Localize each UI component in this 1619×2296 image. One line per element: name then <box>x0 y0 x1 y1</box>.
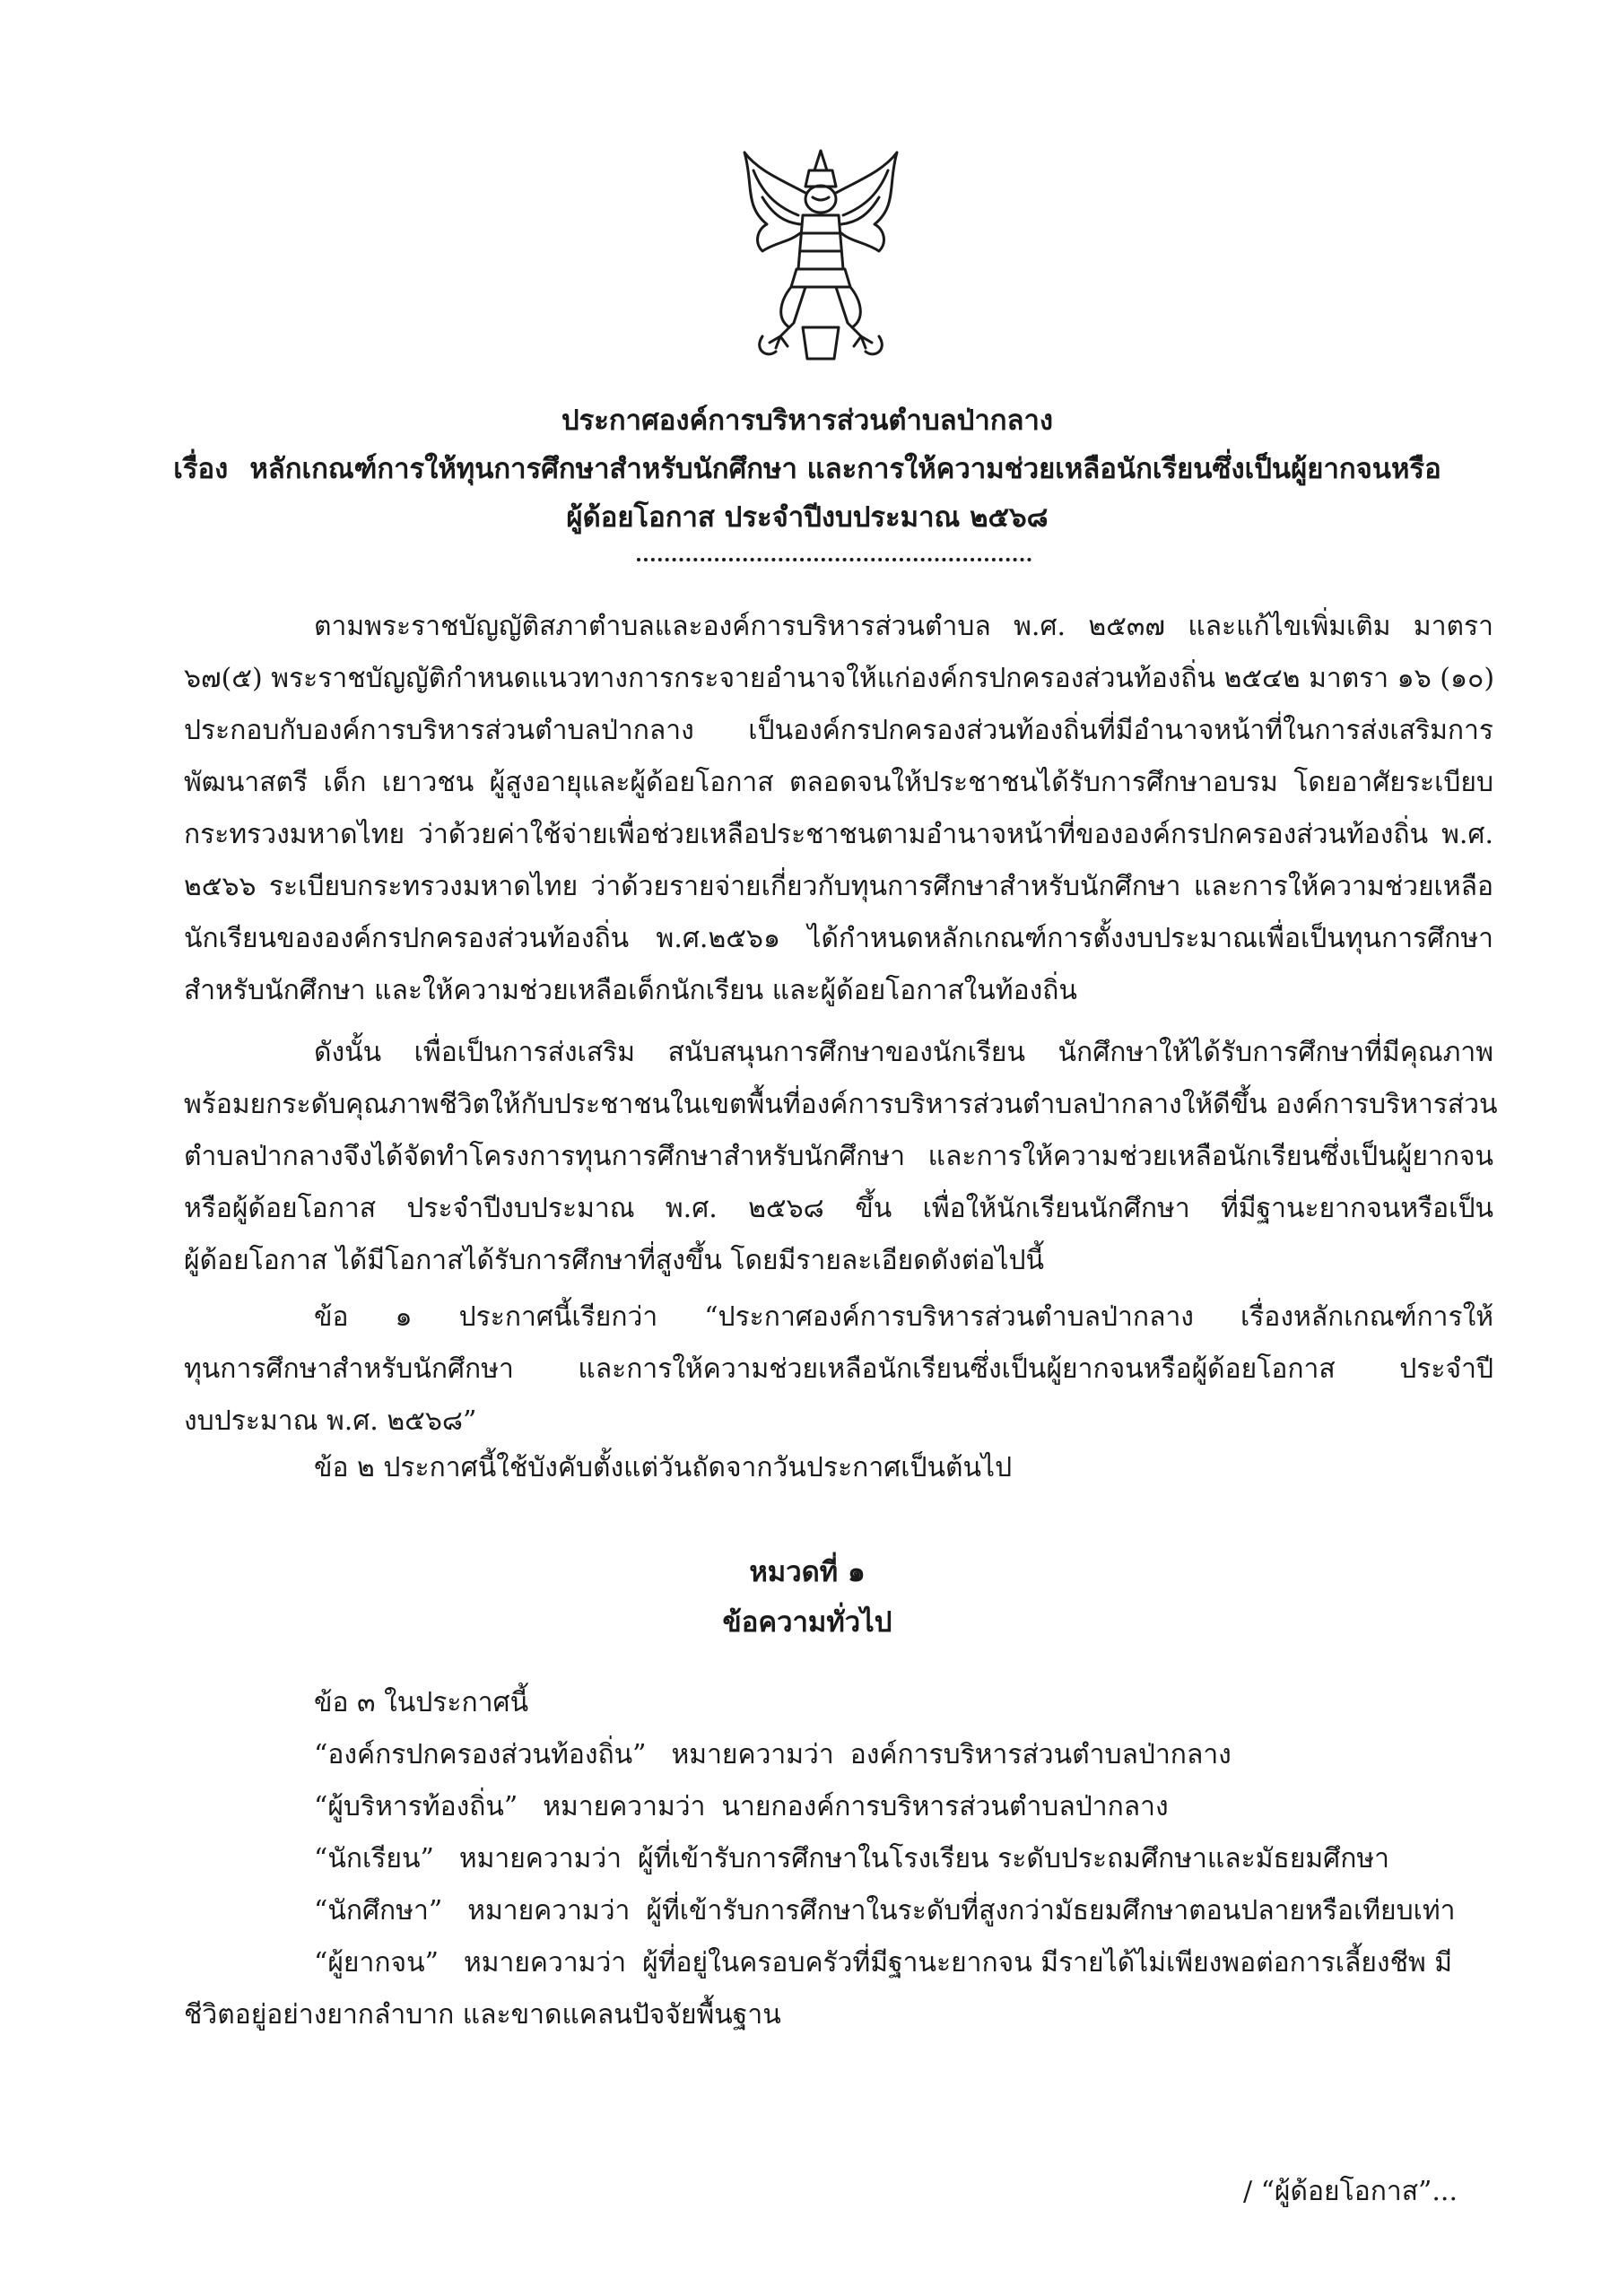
paragraph-line: ๖๗(๕) พระราชบัญญัติกำหนดแนวทางการกระจายอำนาจให้แก่องค์กรปกครองส่วนท้องถิ่น ๒๕๔๒ มาตรา ๑๖ (๑๐) <box>184 663 1495 694</box>
section-heading <box>135 1547 1480 1648</box>
definition-item <box>314 1729 1232 1781</box>
definition-means: หมายความว่า <box>458 1843 622 1874</box>
definition-term: “ผู้ยากจน” <box>314 1947 439 1979</box>
preamble-paragraph <box>184 601 1493 1017</box>
definition-item <box>314 1781 1169 1833</box>
definition-means: หมายความว่า <box>671 1739 834 1770</box>
paragraph-line: นักเรียนขององค์กรปกครองส่วนท้องถิ่น พ.ศ.๒๕๖๑ ได้กำหนดหลักเกณฑ์การตั้งงบประมาณเพื่อเป็นทุนการศึกษา <box>184 923 1493 954</box>
dotted-separator <box>637 558 1031 569</box>
paragraph-line: ดังนั้น เพื่อเป็นการส่งเสริม สนับสนุนการศึกษาของนักเรียน นักศึกษาให้ได้รับการศึกษาที่มีคุณภาพ <box>314 1037 1493 1068</box>
definition-item <box>314 1833 1389 1885</box>
paragraph-line: พร้อมยกระดับคุณภาพชีวิตให้กับประชาชนในเขตพื้นที่องค์การบริหารส่วนตำบลป่ากลางให้ดีขึ้น องค์การบริหารส่วน <box>184 1089 1498 1120</box>
clause-2 <box>184 1442 1493 1494</box>
page-continuation-marker: / “ผู้ด้อยโอกาส”... <box>1242 2176 1458 2207</box>
clause-3-intro: ข้อ ๓ ในประกาศนี้ <box>314 1687 529 1718</box>
announcement-title: ประกาศองค์การบริหารส่วนตำบลป่ากลาง <box>561 404 1054 437</box>
paragraph-line: ข้อ ๑ ประกาศนี้เรียกว่า “ประกาศองค์การบริหารส่วนตำบลป่ากลาง เรื่องหลักเกณฑ์การให้ <box>314 1301 1493 1333</box>
section-title: หมวดที่ ๑ <box>749 1556 866 1588</box>
paragraph-line: กระทรวงมหาดไทย ว่าด้วยค่าใช้จ่ายเพื่อช่วยเหลือประชาชนตามอำนาจหน้าที่ขององค์กรปกครองส่วนท้องถิ่น พ.ศ. <box>184 819 1493 850</box>
definition-term: “นักเรียน” <box>314 1843 434 1874</box>
subject-line <box>135 445 1480 493</box>
definition-meaning: นายกองค์การบริหารส่วนตำบลป่ากลาง <box>721 1791 1169 1822</box>
definition-meaning: ผู้ที่เข้ารับการศึกษาในระดับที่สูงกว่ามัธยมศึกษาตอนปลายหรือเทียบเท่า <box>646 1895 1456 1926</box>
paragraph-line: ๒๕๖๖ ระเบียบกระทรวงมหาดไทย ว่าด้วยรายจ่ายเกี่ยวกับทุนการศึกษาสำหรับนักศึกษา และการให้ความช่วยเหลือ <box>184 871 1493 902</box>
paragraph-line: พัฒนาสตรี เด็ก เยาวชน ผู้สูงอายุและผู้ด้อยโอกาส ตลอดจนให้ประชาชนได้รับการศึกษาอบรม โดยอาศัยระเบียบ <box>184 767 1493 798</box>
paragraph-line: ตำบลป่ากลางจึงได้จัดทำโครงการทุนการศึกษาสำหรับนักศึกษา และการให้ความช่วยเหลือนักเรียนซึ่งเป็นผู้ยากจน <box>184 1141 1493 1172</box>
definition-continuation: ชีวิตอยู่อย่างยากลำบาก และขาดแคลนปัจจัยพื้นฐาน <box>184 1999 781 2031</box>
definition-meaning: ผู้ที่เข้ารับการศึกษาในโรงเรียน ระดับประถมศึกษาและมัธยมศึกษา <box>638 1843 1389 1874</box>
definition-meaning: ผู้ที่อยู่ในครอบครัวที่มีฐานะยากจน มีรายได้ไม่เพียงพอต่อการเลี้ยงชีพ มี <box>642 1947 1453 1979</box>
definition-meaning: องค์การบริหารส่วนตำบลป่ากลาง <box>849 1739 1232 1770</box>
paragraph-line: ข้อ ๒ ประกาศนี้ใช้บังคับตั้งแต่วันถัดจากวันประกาศเป็นต้นไป <box>314 1452 1013 1483</box>
paragraph-line: งบประมาณ พ.ศ. ๒๕๖๘” <box>184 1405 477 1437</box>
clause-1 <box>184 1292 1493 1448</box>
announcement-header <box>135 396 1480 542</box>
garuda-emblem-icon <box>727 144 915 368</box>
subject-label: เรื่อง <box>173 453 229 485</box>
paragraph-line: ผู้ด้อยโอกาส ได้มีโอกาสได้รับการศึกษาที่สูงขึ้น โดยมีรายละเอียดดังต่อไปนี้ <box>184 1245 1044 1276</box>
paragraph-line: หรือผู้ด้อยโอกาส ประจำปีงบประมาณ พ.ศ. ๒๕๖๘ ขึ้น เพื่อให้นักเรียนนักศึกษา ที่มีฐานะยากจนหรือเป็น <box>184 1193 1493 1224</box>
definition-item <box>314 1885 1456 1937</box>
definition-term: “องค์กรปกครองส่วนท้องถิ่น” <box>314 1739 647 1770</box>
section-subtitle: ข้อความทั่วไป <box>722 1606 892 1639</box>
definition-term: “ผู้บริหารท้องถิ่น” <box>314 1791 518 1822</box>
therefore-paragraph <box>184 1027 1498 1287</box>
definition-item <box>314 1937 1452 1989</box>
paragraph-line: ทุนการศึกษาสำหรับนักศึกษา และการให้ความช่วยเหลือนักเรียนซึ่งเป็นผู้ยากจนหรือผู้ด้อยโอกาส ประจำปี <box>184 1353 1493 1385</box>
definition-means: หมายความว่า <box>467 1895 631 1926</box>
definition-term: “นักศึกษา” <box>314 1895 443 1926</box>
definition-means: หมายความว่า <box>463 1947 627 1979</box>
subject-text-line-2: ผู้ด้อยโอกาส ประจำปีงบประมาณ ๒๕๖๘ <box>566 501 1049 534</box>
paragraph-line: ตามพระราชบัญญัติสภาตำบลและองค์การบริหารส่วนตำบล พ.ศ. ๒๕๓๗ และแก้ไขเพิ่มเติม มาตรา <box>314 611 1493 642</box>
definition-means: หมายความว่า <box>543 1791 706 1822</box>
paragraph-line: ประกอบกับองค์การบริหารส่วนตำบลป่ากลาง เป็นองค์กรปกครองส่วนท้องถิ่นที่มีอำนาจหน้าที่ในการส่งเสริมการ <box>184 715 1493 746</box>
subject-text-line-1: หลักเกณฑ์การให้ทุนการศึกษาสำหรับนักศึกษา และการให้ความช่วยเหลือนักเรียนซึ่งเป็นผู้ยากจนหรือ <box>249 453 1441 485</box>
paragraph-line: สำหรับนักศึกษา และให้ความช่วยเหลือเด็กนักเรียน และผู้ด้อยโอกาสในท้องถิ่น <box>184 975 1077 1006</box>
